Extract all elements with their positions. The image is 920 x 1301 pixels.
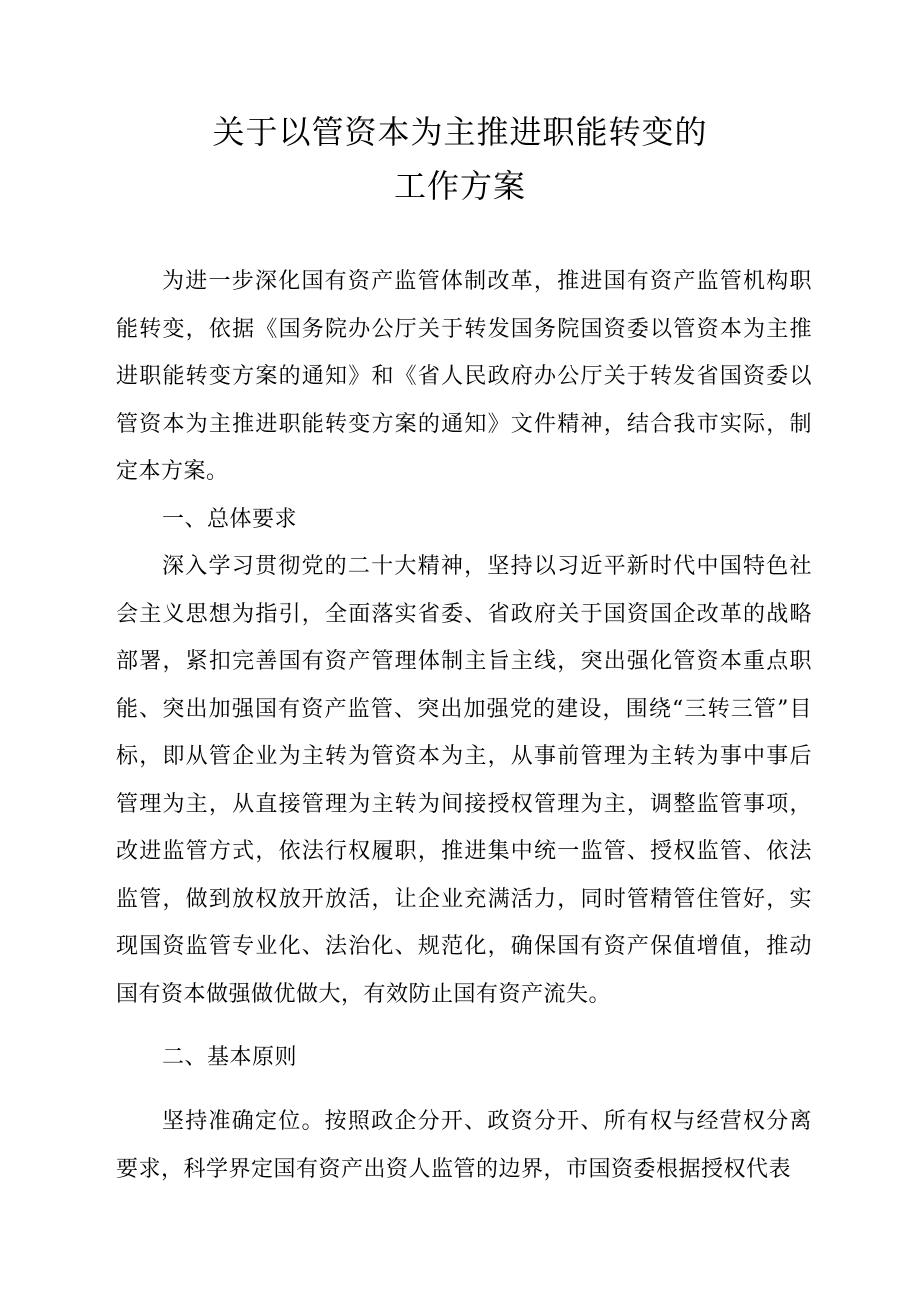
document-title-line1: 关于以管资本为主推进职能转变的 [212, 113, 708, 151]
section-heading-basic-principles: 二、基本原则 [162, 1045, 298, 1070]
paragraph-intro: 为进一步深化国有资产监管体制改革，推进国有资产监管机构职能转变，依据《国务院办公厅关于转发国务院国资委以管资本为主推进职能转变方案的通知》和《省人民政府办公厅关于转发省国资委以管资本为主推进职能转变方案的通知》文件精神，结合我市实际，制定本方案。 [116, 269, 812, 484]
paragraph-basic-principles: 坚持准确定位。按照政企分开、政资分开、所有权与经营权分离要求，科学界定国有资产出资人监管的边界，市国资委根据授权代表 [116, 1109, 812, 1182]
section-heading-general-requirements: 一、总体要求 [162, 507, 298, 532]
document-title-line2: 工作方案 [393, 167, 526, 205]
paragraph-general-requirements: 深入学习贯彻党的二十大精神，坚持以习近平新时代中国特色社会主义思想为指引，全面落实省委、省政府关于国资国企改革的战略部署，紧扣完善国有资产管理体制主旨主线，突出强化管资本重点职能、突出加强国有资产监管、突出加强党的建设，围绕“三转三管”目标，即从管企业为主转为管资本为主，从事前管理为主转为事中事后管理为主，从直接管理为主转为间接授权管理为主，调整监管事项，改进监管方式，依法行权履职，推进集中统一监管、授权监管、依法监管，做到放权放开放活，让企业充满活力，同时管精管住管好，实现国资监管专业化、法治化、规范化，确保国有资产保值增值，推动国有资本做强做优做大，有效防止国有资产流失。 [116, 554, 812, 1007]
